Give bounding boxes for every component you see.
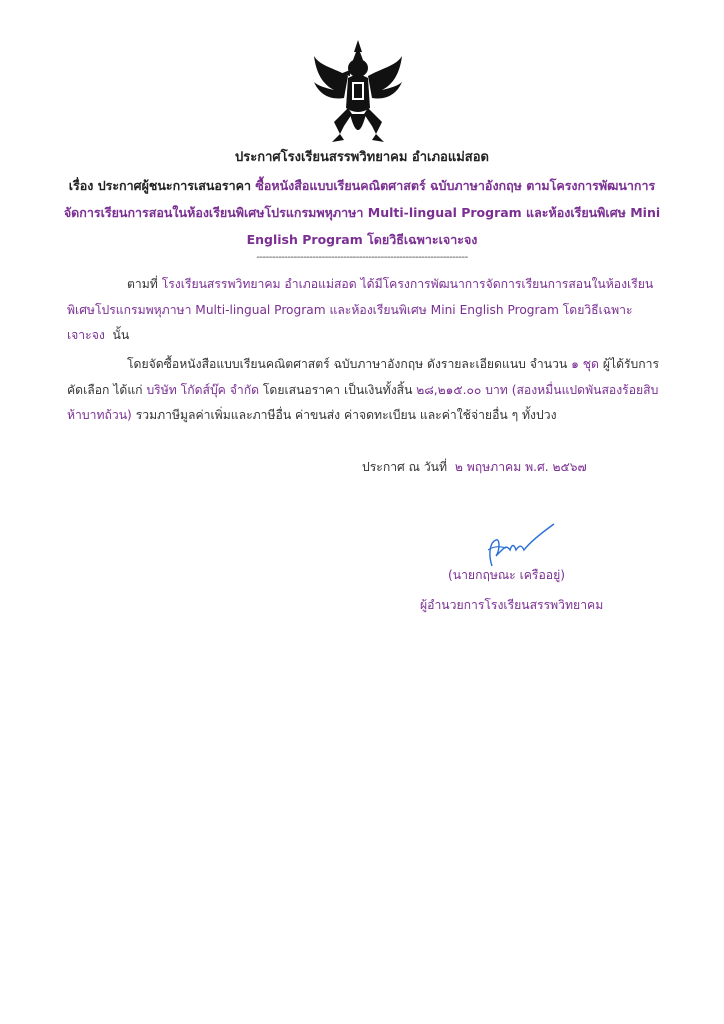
date-line: [362, 458, 587, 477]
paragraph-2: [67, 352, 662, 429]
paragraph-1: [67, 272, 662, 349]
p2-qty: ๑ ชุด: [571, 357, 599, 371]
subject-block: [40, 172, 684, 253]
p2-offer: โดยเสนอราคา เป็นเงินทั้งสิ้น: [262, 382, 413, 397]
signer-position: ผู้อำนวยการโรงเรียนสรรพวิทยาคม: [420, 598, 604, 612]
p1-text: ได้มีโครงการพัฒนาการจัดการเรียนการสอนในห้องเรียนพิเศษโปรแกรมพหุภาษา Multi-lingual Program และห้องเรียนพิเศษ Mini English Program โดยวิธีเฉพาะเจาะจง: [67, 277, 654, 343]
p2-tail: รวมภาษีมูลค่าเพิ่มและภาษีอื่น ค่าขนส่ง ค่าจดทะเบียน และค่าใช้จ่ายอื่น ๆ ทั้งปวง: [135, 408, 557, 423]
p1-lead: ตามที่: [127, 277, 158, 291]
divider-line: --------------------------------------------------------------------: [256, 252, 468, 263]
p2-amount: ๒๘,๒๑๕.๐๐ บาท (สองหมื่นแปดพันสองร้อยสิบห้าบาทถ้วน): [67, 382, 659, 423]
announcement-title: ประกาศโรงเรียนสรรพวิทยาคม อำเภอแม่สอด: [235, 150, 489, 165]
subject-line-2: จัดการเรียนการสอนในห้องเรียนพิเศษโปรแกรมพหุภาษา Multi-lingual Program และห้องเรียนพิเศษ Mini: [63, 205, 661, 220]
subject-line-3: English Program โดยวิธีเฉพาะเจาะจง: [246, 232, 478, 247]
garuda-emblem-icon: [310, 38, 406, 148]
signature-image: [470, 520, 560, 570]
p2-lead: โดยจัดซื้อหนังสือแบบเรียนคณิตศาสตร์ ฉบับภาษาอังกฤษ ดังรายละเอียดแนบ จำนวน: [127, 357, 568, 371]
subject-line-1: [40, 172, 684, 199]
p2-vendor: บริษัท โกัดส์บุ๊ค จำกัด: [146, 382, 259, 397]
subject-line-1-rest: ซื้อหนังสือแบบเรียนคณิตศาสตร์ ฉบับภาษาอังกฤษ ตามโครงการพัฒนาการ: [255, 178, 656, 193]
p1-end: นั้น: [112, 328, 130, 343]
signer-name: (นายกฤษณะ เครืออยู่): [448, 568, 565, 582]
date-label: ประกาศ ณ วันที่: [362, 460, 448, 474]
subject-prefix: เรื่อง ประกาศผู้ชนะการเสนอราคา: [68, 178, 252, 193]
p1-school: โรงเรียนสรรพวิทยาคม อำเภอแม่สอด: [161, 277, 357, 291]
date-value: ๒ พฤษภาคม พ.ศ. ๒๕๖๗: [454, 460, 587, 474]
p2-selected: ผู้ได้รับการคัดเลือก ได้แก่: [67, 357, 660, 397]
